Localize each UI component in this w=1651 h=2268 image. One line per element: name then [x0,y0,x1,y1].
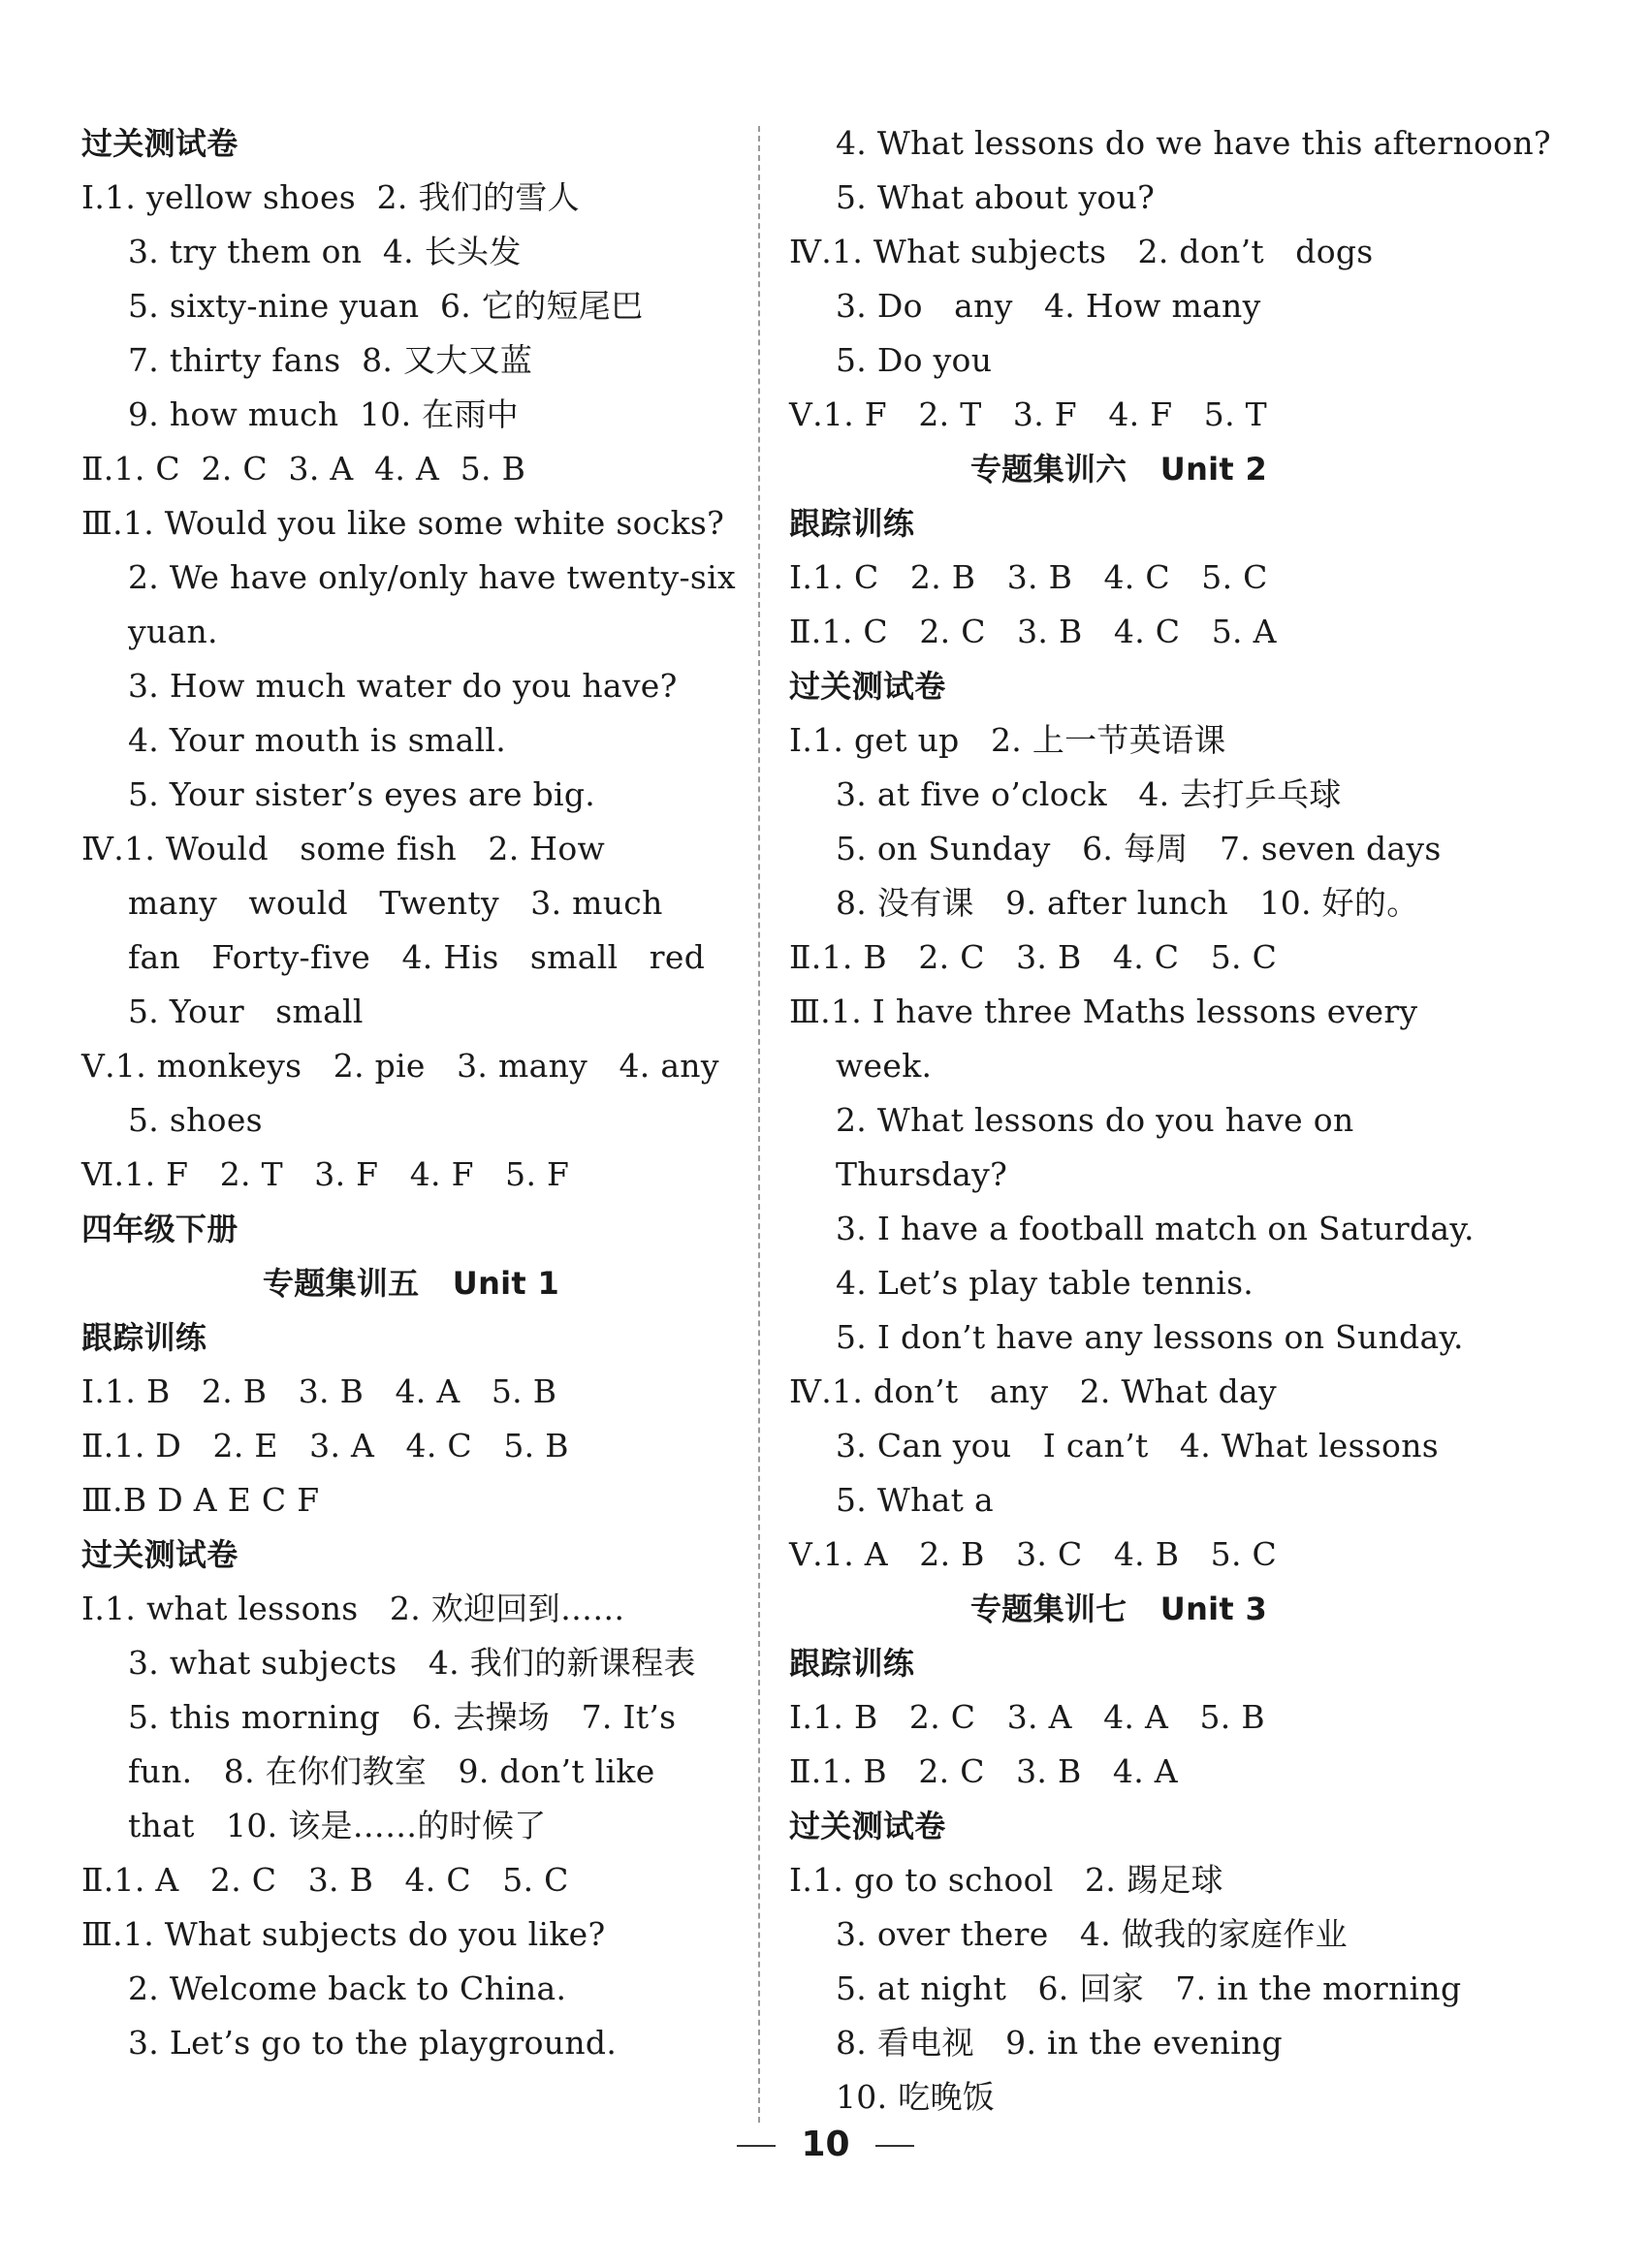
footer-dash-left [737,2145,776,2147]
section-heading: 过关测试卷 [81,1536,238,1573]
answer-line: 5. this morning 6. 去操场 7. It’s [128,1698,677,1736]
answer-line: 2. What lessons do you have on [836,1101,1354,1139]
answer-line: Ⅴ.1. monkeys 2. pie 3. many 4. any [81,1047,719,1085]
section-heading: 专题集训七 Unit 3 [969,1591,1268,1627]
answer-line: 3. what subjects 4. 我们的新课程表 [128,1644,696,1682]
answer-line: 8. 没有课 9. after lunch 10. 好的。 [836,884,1419,922]
answer-line: 4. Let’s play table tennis. [836,1264,1254,1302]
answer-line: Ⅴ.1. A 2. B 3. C 4. B 5. C [789,1535,1278,1573]
answer-line: 5. shoes [128,1101,263,1139]
section-heading: 专题集训六 Unit 2 [969,451,1268,488]
section-heading: 四年级下册 [81,1211,238,1247]
answer-line: 4. What lessons do we have this afternoon? [836,124,1551,162]
answer-line: Ⅰ.1. get up 2. 上一节英语课 [789,721,1226,759]
answer-line: Ⅰ.1. what lessons 2. 欢迎回到…… [81,1590,625,1627]
section-heading: 跟踪训练 [789,1645,915,1682]
answer-line: Ⅱ.1. C 2. C 3. B 4. C 5. A [789,613,1277,650]
answer-line: Ⅳ.1. What subjects 2. don’t dogs [789,233,1374,270]
section-heading: 专题集训五 Unit 1 [262,1265,560,1302]
answer-line: 3. Do any 4. How many [836,287,1261,325]
section-heading: 跟踪训练 [789,505,915,542]
answer-line: 3. I have a football match on Saturday. [836,1210,1475,1247]
answer-line: 5. What about you? [836,178,1156,216]
answer-line: 2. Welcome back to China. [128,1969,567,2007]
answer-line: 5. on Sunday 6. 每周 7. seven days [836,830,1442,867]
answer-line: 3. How much water do you have? [128,667,678,705]
answer-line: 5. Your sister’s eyes are big. [128,775,596,813]
answer-line: Ⅰ.1. go to school 2. 踢足球 [789,1861,1223,1899]
right-column [789,116,1551,2125]
section-heading: 过关测试卷 [789,668,946,705]
column-divider [758,126,760,2123]
answer-line: Ⅳ.1. Would some fish 2. How [81,830,606,867]
answer-line: 3. Can you I can’t 4. What lessons [836,1427,1440,1465]
answer-line: 2. We have only/only have twenty-six [128,558,736,596]
answer-line: Ⅰ.1. yellow shoes 2. 我们的雪人 [81,178,580,216]
answer-line: Ⅱ.1. D 2. E 3. A 4. C 5. B [81,1427,569,1465]
page-footer [0,2125,1651,2164]
answer-line: Ⅰ.1. B 2. C 3. A 4. A 5. B [789,1698,1265,1736]
answer-line: 4. Your mouth is small. [128,721,507,759]
answer-line: 3. try them on 4. 长头发 [128,233,522,270]
left-column [81,116,741,2070]
footer-dash-right [875,2145,914,2147]
answer-line: Ⅰ.1. B 2. B 3. B 4. A 5. B [81,1372,557,1410]
answer-line: fan Forty-five 4. His small red [128,938,706,976]
answer-line: 3. Let’s go to the playground. [128,2024,618,2062]
answer-line: 5. Your small [128,992,364,1030]
answer-line: Ⅳ.1. don’t any 2. What day [789,1372,1277,1410]
answer-line: week. [836,1047,933,1085]
answer-line: Ⅵ.1. F 2. T 3. F 4. F 5. F [81,1155,570,1193]
answer-line: Ⅱ.1. B 2. C 3. B 4. C 5. C [789,938,1278,976]
answer-line: Ⅴ.1. F 2. T 3. F 4. F 5. T [789,395,1267,433]
answer-line: Ⅱ.1. A 2. C 3. B 4. C 5. C [81,1861,569,1899]
answer-line: many would Twenty 3. much [128,884,663,922]
page-number: 10 [801,2125,850,2164]
answer-line: Ⅰ.1. C 2. B 3. B 4. C 5. C [789,558,1268,596]
answer-line: 3. at five o’clock 4. 去打乒乓球 [836,775,1342,813]
answer-line: fun. 8. 在你们教室 9. don’t like [128,1752,655,1790]
answer-line: Ⅱ.1. C 2. C 3. A 4. A 5. B [81,450,526,488]
section-heading: 跟踪训练 [81,1319,207,1356]
answer-line: Ⅲ.1. What subjects do you like? [81,1915,606,1953]
answer-line: Ⅲ.1. I have three Maths lessons every [789,992,1418,1030]
section-heading: 过关测试卷 [789,1808,946,1844]
answer-line: 3. over there 4. 做我的家庭作业 [836,1915,1348,1953]
answer-line: 7. thirty fans 8. 又大又蓝 [128,341,533,379]
answer-line: yuan. [128,613,218,650]
answer-line: 10. 吃晚饭 [836,2078,996,2116]
answer-line: 8. 看电视 9. in the evening [836,2024,1283,2062]
answer-line: Ⅲ.B D A E C F [81,1481,320,1519]
answer-line: 5. What a [836,1481,994,1519]
answer-line: that 10. 该是……的时候了 [128,1807,547,1844]
answer-line: Ⅱ.1. B 2. C 3. B 4. A [789,1752,1178,1790]
answer-line: 5. at night 6. 回家 7. in the morning [836,1969,1462,2007]
answer-line: 5. I don’t have any lessons on Sunday. [836,1318,1464,1356]
answer-line: Ⅲ.1. Would you like some white socks? [81,504,725,542]
answer-line: 9. how much 10. 在雨中 [128,395,520,433]
section-heading: 过关测试卷 [81,125,238,162]
answer-line: Thursday? [836,1155,1008,1193]
answer-line: 5. sixty-nine yuan 6. 它的短尾巴 [128,287,644,325]
answer-line: 5. Do you [836,341,993,379]
